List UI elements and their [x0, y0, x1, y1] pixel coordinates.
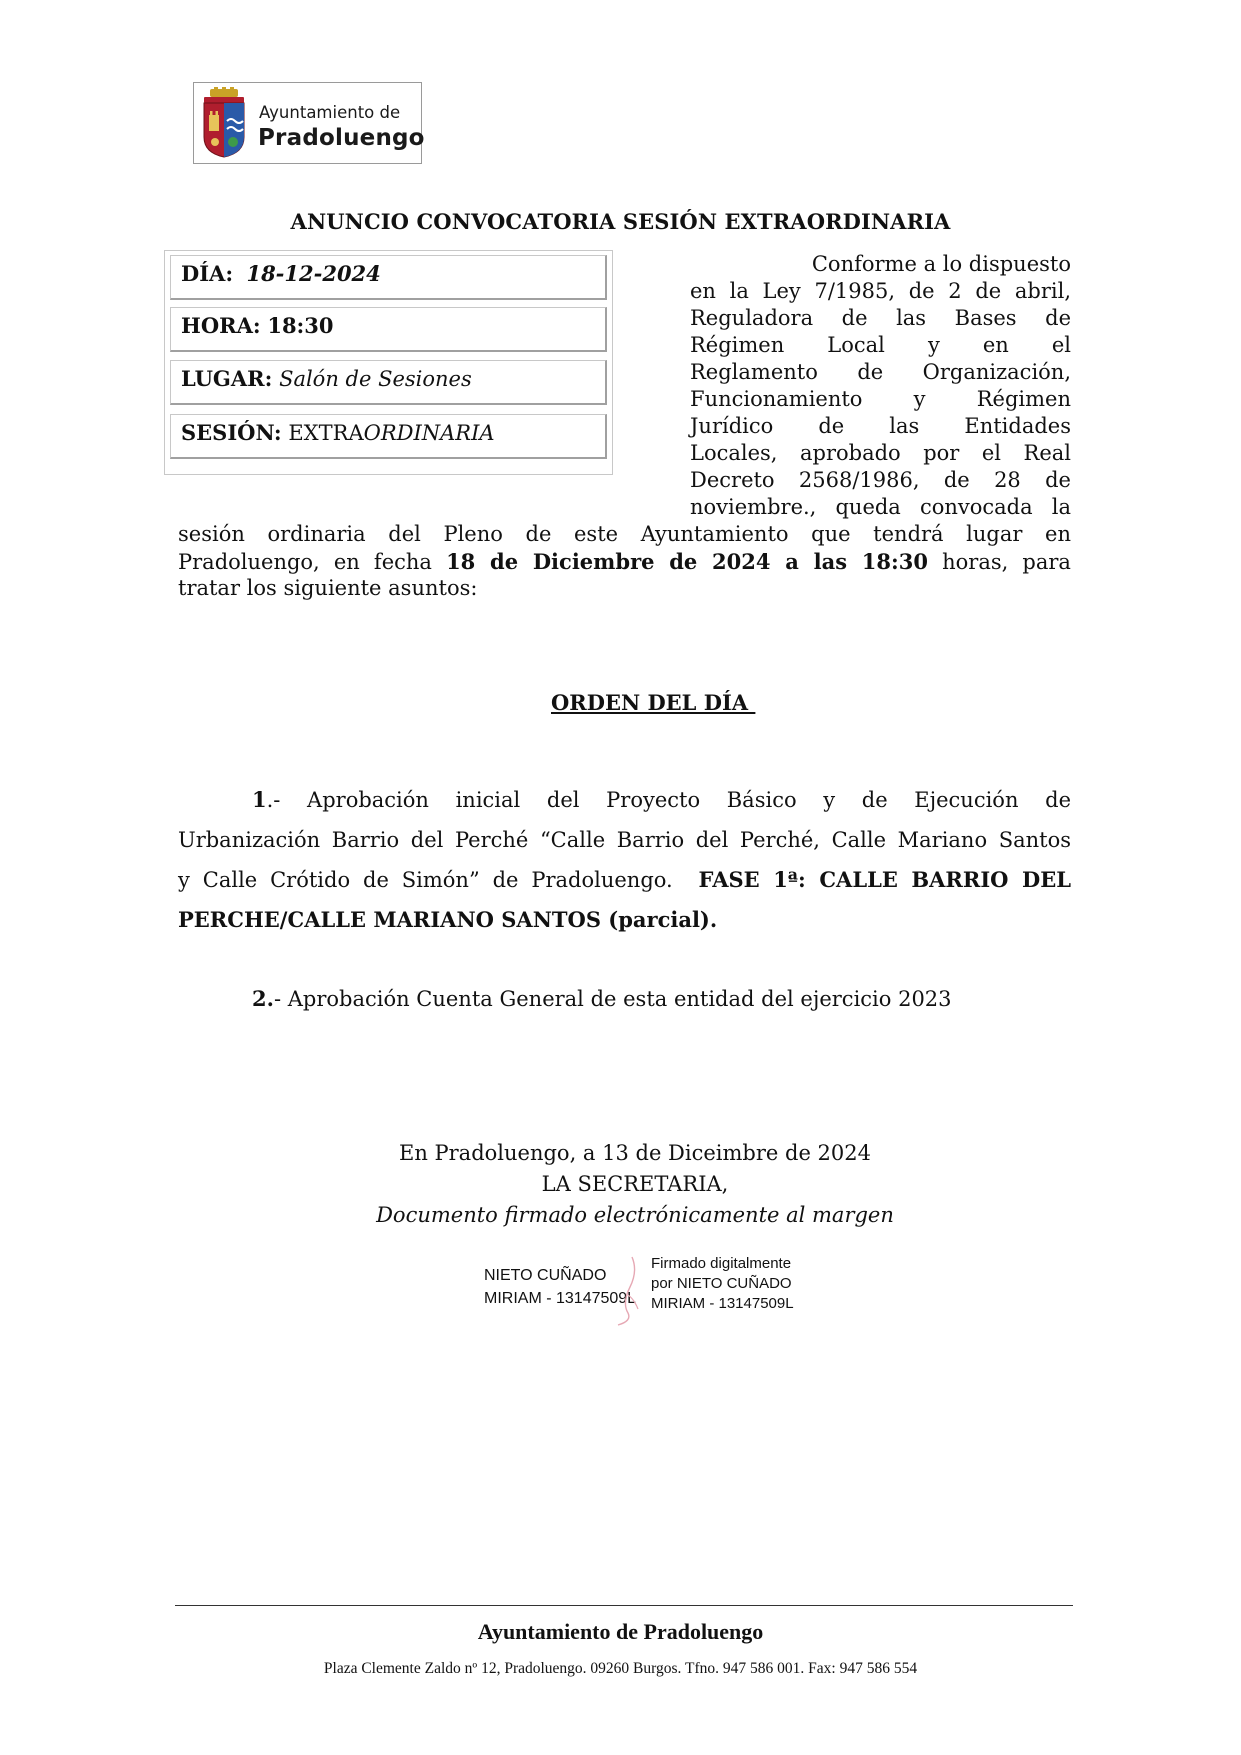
sesion-label: SESIÓN: [181, 420, 282, 445]
footer-title: Ayuntamiento de Pradoluengo [477, 1619, 764, 1644]
footer-address: Plaza Clemente Zaldo nº 12, Pradoluengo. 09260 Burgos. Tfno. 947 586 001. Fax: 947 586 554 [323, 1660, 918, 1677]
info-row-dia [170, 255, 607, 300]
lugar-label: LUGAR: [181, 366, 273, 391]
intro-line: Locales, aprobado por el Real [690, 441, 1071, 465]
item-phase-cont: PERCHE/CALLE MARIANO SANTOS (parcial). [178, 907, 718, 932]
intro-line: en la Ley 7/1985, de 2 de abril, [690, 279, 1071, 303]
agenda-heading: ORDEN DEL DÍA [551, 690, 756, 715]
signature-mark-icon [608, 1251, 644, 1329]
session-datetime: 18 de Diciembre de 2024 a las 18:30 [446, 549, 928, 574]
intro-full-line [178, 548, 1071, 575]
hora-label: HORA: [181, 313, 261, 338]
item-number: 1 [252, 787, 267, 812]
logo-text-line1: Ayuntamiento de [259, 103, 401, 122]
intro-line: Jurídico de las Entidades [690, 414, 1071, 438]
logo-text-line2: Pradoluengo [258, 125, 425, 151]
stamp-line3: MIRIAM - 13147509L [651, 1295, 794, 1312]
closing-role: LA SECRETARIA, [541, 1172, 729, 1196]
hora-value: 18:30 [267, 313, 334, 338]
info-row-lugar [170, 360, 607, 405]
intro-line: Reglamento de Organización, [690, 360, 1071, 384]
stamp-line1: Firmado digitalmente [651, 1255, 792, 1272]
agenda-item-1 [252, 785, 1071, 815]
intro-line: Conforme a lo dispuesto [811, 252, 1071, 276]
intro-full-line: sesión ordinaria del Pleno de este Ayuntamiento que tendrá lugar en [178, 522, 1071, 546]
intro-line: Funcionamiento y Régimen [690, 387, 1071, 411]
item-text: y Calle Crótido de Simón” de Pradoluengo. [178, 868, 673, 892]
dia-value: 18-12-2024 [246, 261, 381, 286]
signer-name-line2: MIRIAM - 13147509L [484, 1290, 637, 1307]
session-info-table [164, 250, 613, 475]
sesion-value-upright: EXTRA [288, 421, 364, 445]
agenda-item-1-line: Urbanización Barrio del Perché “Calle Barrio del Perché, Calle Mariano Santos [178, 828, 1071, 852]
closing-place-date: En Pradoluengo, a 13 de Diceimbre de 2024 [398, 1141, 872, 1165]
lugar-value: Salón de Sesiones [279, 367, 472, 391]
stamp-line2: por NIETO CUÑADO [651, 1275, 792, 1292]
info-row-sesion [170, 414, 607, 459]
intro-line: Reguladora de las Bases de [690, 306, 1071, 330]
item-phase: FASE 1ª: CALLE BARRIO DEL [698, 867, 1071, 892]
agenda-item-1-line [178, 905, 1071, 935]
footer-divider [175, 1605, 1073, 1606]
intro-line: noviembre., queda convocada la [690, 495, 1071, 519]
signer-name-line1: NIETO CUÑADO [484, 1267, 607, 1284]
item-number: 2. [252, 986, 274, 1011]
intro-line: Decreto 2568/1986, de 28 de [690, 468, 1071, 492]
agenda-item-1-line [178, 865, 1071, 895]
item-text: .- Aprobación inicial del Proyecto Básico y de Ejecución de [266, 788, 1071, 812]
digital-signature-stamp [651, 1254, 794, 1314]
document-title: ANUNCIO CONVOCATORIA SESIÓN EXTRAORDINARIA [290, 209, 951, 234]
intro-text: horas, para [942, 550, 1071, 574]
intro-line: Régimen Local y en el [690, 333, 1071, 357]
closing-note: Documento firmado electrónicamente al margen [376, 1203, 894, 1227]
intro-text: Pradoluengo, en fecha [178, 550, 432, 574]
agenda-item-2 [252, 984, 1071, 1014]
coat-of-arms-icon [200, 87, 248, 159]
intro-full-line: tratar los siguiente asuntos: [178, 576, 478, 600]
sesion-value-italic: ORDINARIA [363, 421, 495, 445]
item-text: - Aprobación Cuenta General de esta entidad del ejercicio 2023 [273, 987, 952, 1011]
info-row-hora [170, 307, 607, 352]
municipal-logo [193, 82, 425, 164]
dia-label: DÍA: [181, 261, 234, 286]
